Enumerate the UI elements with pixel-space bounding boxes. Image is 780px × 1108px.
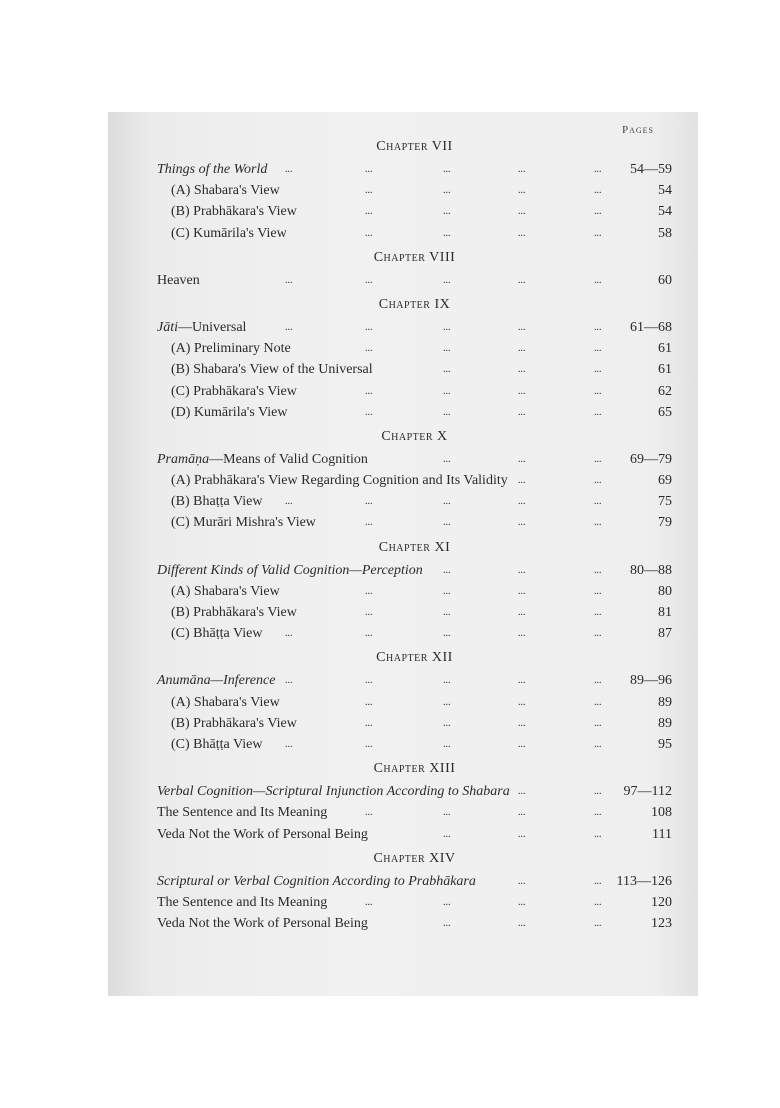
dot-leader: ... [518,343,526,355]
dot-leader: ... [365,185,373,197]
entry-title-text: (C) Kumārila's View [171,225,287,241]
dot-leader: ... [518,564,526,576]
entry-title-text: Veda Not the Work of Personal Being [157,826,368,842]
entry-title [171,623,262,644]
toc-entry [157,159,672,180]
entry-title-italic: Jāti [157,319,178,335]
dot-leader: ... [365,675,373,687]
dot-leader: ... [285,496,293,508]
dot-leader: ... [443,274,451,286]
entry-title-text: The Sentence and Its Meaning [157,805,328,821]
dot-leader: ... [594,343,602,355]
entry-title [171,180,280,201]
toc-entry [157,223,672,244]
toc-entry [157,670,672,691]
toc-entry [157,913,672,934]
dot-leader: ... [594,406,602,418]
toc-entry [157,381,672,402]
entry-title-text: (A) Shabara's View [171,694,280,710]
dot-leader: ... [365,321,373,333]
dot-leader: ... [518,896,526,908]
dot-leader: ... [518,385,526,397]
dot-leader: ... [594,164,602,175]
entry-title-italic: Pramāṇa [157,451,210,467]
dot-leader: ... [443,918,451,930]
dot-leader: ... [518,274,526,286]
dot-leader: ... [443,675,451,687]
dot-leader: ... [594,918,602,930]
toc-entry [157,871,672,892]
dot-leader: ... [518,206,526,218]
page-number: 89 [658,715,672,731]
dot-leader: ... [518,585,526,597]
dot-leader: ... [365,717,373,729]
toc-entry [157,512,672,533]
entry-title-italic: Verbal Cognition—Scriptural Injunction According to Shabara [157,784,510,800]
entry-title [171,581,280,602]
chapter-heading: Chapter IX [378,296,451,312]
dot-leader: ... [518,453,526,465]
entry-title-text: Heaven [157,272,200,288]
entry-title-italic: Anumāna—Inference [157,673,276,689]
page-number: 65 [658,404,672,420]
dot-leader: ... [594,496,602,508]
dot-leader: ... [594,453,602,465]
dot-leader: ... [594,364,602,376]
page-number: 87 [658,626,672,642]
entry-title-italic: Different Kinds of Valid Cognition—Perception [157,562,423,578]
dot-leader: ... [365,738,373,750]
page-number: 60 [658,272,672,288]
dot-leader: ... [365,807,373,819]
toc-entry [157,180,672,201]
dot-leader: ... [365,227,373,239]
entry-title-text: (A) Prabhākara's View Regarding Cognition and Its Validity [171,473,508,489]
page-number: 89 [658,694,672,710]
chapter-heading: Chapter XIV [373,850,456,866]
toc-entry [157,602,672,623]
entry-title [171,338,291,359]
dot-leader: ... [443,585,451,597]
entry-title [171,201,297,222]
dot-leader: ... [518,364,526,376]
entry-title [157,270,200,291]
toc-entry [157,359,672,380]
entry-title-italic: Scriptural or Verbal Cognition According to Prabhākara [157,873,476,889]
entry-title [157,159,267,180]
toc-entry [157,623,672,644]
entry-title [171,512,316,533]
entry-title-text: (B) Prabhākara's View [171,715,297,731]
toc-entry [157,713,672,734]
dot-leader: ... [518,675,526,687]
page-number: 58 [658,225,672,241]
page-number: 108 [651,805,672,821]
page-number: 95 [658,736,672,752]
entry-title [157,824,368,845]
dot-leader: ... [443,564,451,576]
entry-title-text: (B) Shabara's View of the Universal [171,362,373,378]
toc-entry [157,692,672,713]
pages-column-label: Pages [622,124,655,136]
dot-leader: ... [594,896,602,908]
dot-leader: ... [518,918,526,930]
dot-leader: ... [443,453,451,465]
entry-title-text: (A) Shabara's View [171,583,280,599]
dot-leader: ... [443,496,451,508]
dot-leader: ... [443,206,451,218]
dot-leader: ... [365,696,373,708]
dot-leader: ... [518,321,526,333]
dot-leader: ... [594,738,602,750]
dot-leader: ... [518,717,526,729]
toc-entry [157,781,672,802]
chapter-heading: Chapter XIII [373,761,456,777]
entry-title-text: (B) Bhaṭṭa View [171,494,263,510]
dot-leader: ... [518,786,526,798]
entry-title [157,670,275,691]
dot-leader: ... [594,517,602,529]
dot-leader: ... [285,164,293,175]
page-number: 69—79 [630,451,672,467]
dot-leader: ... [594,675,602,687]
page-number: 61—68 [630,319,672,335]
toc-entry [157,491,672,512]
page-number: 79 [658,515,672,531]
dot-leader: ... [518,696,526,708]
entry-title [171,602,297,623]
page-number: 123 [651,916,672,932]
dot-leader: ... [365,896,373,908]
entry-title-text: (B) Prabhākara's View [171,605,297,620]
entry-title-text: (D) Kumārila's View [171,404,288,420]
table-of-contents [157,133,672,934]
entry-title [171,713,297,734]
dot-leader: ... [443,364,451,376]
dot-leader: ... [285,628,293,640]
dot-leader: ... [365,206,373,218]
toc-entry [157,734,672,755]
chapter-heading: Chapter VIII [373,249,456,265]
dot-leader: ... [443,343,451,355]
page-number: 69 [658,473,672,489]
dot-leader: ... [443,185,451,197]
dot-leader: ... [594,607,602,618]
dot-leader: ... [518,628,526,640]
entry-title-text: (C) Bhāṭṭa View [171,736,263,752]
chapter-heading: Chapter VII [376,139,453,154]
dot-leader: ... [518,185,526,197]
chapter-heading: Chapter XII [376,650,453,666]
dot-leader: ... [518,828,526,840]
page-number: 54—59 [630,162,672,177]
toc-entry [157,317,672,338]
entry-title-text: —Universal [178,319,247,335]
toc-entry [157,802,672,823]
entry-title-italic: Things of the World [157,162,268,177]
entry-title [157,871,476,892]
entry-title [157,317,246,338]
page-number: 54 [658,204,672,220]
dot-leader: ... [518,807,526,819]
entry-title [171,402,288,423]
dot-leader: ... [443,227,451,239]
dot-leader: ... [518,517,526,529]
dot-leader: ... [365,496,373,508]
dot-leader: ... [594,585,602,597]
entry-title [171,470,508,491]
dot-leader: ... [285,675,293,687]
dot-leader: ... [365,343,373,355]
page-number: 54 [658,183,672,199]
page-number: 81 [658,605,672,620]
entry-title-text: Veda Not the Work of Personal Being [157,916,368,932]
toc-entry [157,581,672,602]
dot-leader: ... [518,738,526,750]
dot-leader: ... [594,185,602,197]
entry-title-text: (B) Prabhākara's View [171,204,297,220]
dot-leader: ... [365,585,373,597]
dot-leader: ... [518,475,526,487]
page-number: 75 [658,494,672,510]
dot-leader: ... [594,828,602,840]
dot-leader: ... [518,406,526,418]
dot-leader: ... [594,206,602,218]
dot-leader: ... [443,896,451,908]
toc-entry [157,402,672,423]
dot-leader: ... [285,738,293,750]
entry-title-text: —Means of Valid Cognition [209,451,368,467]
dot-leader: ... [518,875,526,887]
chapter-heading: Chapter X [381,428,448,444]
entry-title [171,692,280,713]
toc-entry [157,338,672,359]
dot-leader: ... [365,274,373,286]
page-number: 80—88 [630,562,672,578]
toc-entry [157,201,672,222]
page-number: 61 [658,341,672,357]
toc-entry [157,270,672,291]
dot-leader: ... [443,828,451,840]
dot-leader: ... [365,628,373,640]
page-number: 62 [658,383,672,399]
dot-leader: ... [594,385,602,397]
dot-leader: ... [443,738,451,750]
entry-title [157,449,368,470]
dot-leader: ... [594,696,602,708]
page-number: 80 [658,583,672,599]
dot-leader: ... [443,164,451,175]
entry-title [171,491,262,512]
dot-leader: ... [365,406,373,418]
entry-title-text: (A) Preliminary Note [171,341,291,357]
entry-title [171,381,297,402]
dot-leader: ... [518,607,526,618]
toc-entry [157,892,672,913]
dot-leader: ... [594,564,602,576]
toc-entry [157,560,672,581]
page-number: 113—126 [616,873,672,889]
dot-leader: ... [594,807,602,819]
entry-title-text: (C) Bhāṭṭa View [171,626,263,642]
entry-title [171,223,287,244]
toc-entry [157,824,672,845]
entry-title [171,359,373,380]
dot-leader: ... [443,321,451,333]
dot-leader: ... [594,321,602,333]
dot-leader: ... [594,875,602,887]
dot-leaders [157,270,672,291]
dot-leader: ... [594,786,602,798]
dot-leader: ... [518,164,526,175]
toc-entry [157,449,672,470]
dot-leader: ... [365,517,373,529]
dot-leader: ... [443,406,451,418]
dot-leader: ... [594,274,602,286]
page-number: 120 [651,894,672,910]
dot-leader: ... [518,496,526,508]
entry-title [157,913,368,934]
dot-leader: ... [285,274,293,286]
dot-leader: ... [594,475,602,487]
entry-title-text: (C) Prabhākara's View [171,383,297,399]
page-number: 89—96 [630,673,672,689]
dot-leader: ... [365,385,373,397]
entry-title [157,802,327,823]
dot-leader: ... [594,628,602,640]
entry-title [157,560,423,581]
dot-leader: ... [443,385,451,397]
entry-title [157,892,327,913]
dot-leader: ... [285,321,293,333]
chapter-heading: Chapter XI [378,539,451,555]
entry-title [157,781,510,802]
dot-leader: ... [594,717,602,729]
dot-leader: ... [443,517,451,529]
dot-leader: ... [443,696,451,708]
dot-leader: ... [365,164,373,175]
dot-leader: ... [443,807,451,819]
entry-title-text: The Sentence and Its Meaning [157,894,328,910]
toc-entry [157,470,672,491]
dot-leader: ... [443,717,451,729]
entry-title [171,734,262,755]
dot-leader: ... [518,227,526,239]
dot-leader: ... [443,607,451,618]
dot-leader: ... [365,607,373,618]
dot-leader: ... [594,227,602,239]
page-number: 61 [658,362,672,378]
entry-title-text: (C) Murāri Mishra's View [171,515,316,531]
page-number: 111 [652,826,672,842]
entry-title-text: (A) Shabara's View [171,183,280,199]
dot-leader: ... [443,628,451,640]
page-number: 97—112 [623,784,672,800]
